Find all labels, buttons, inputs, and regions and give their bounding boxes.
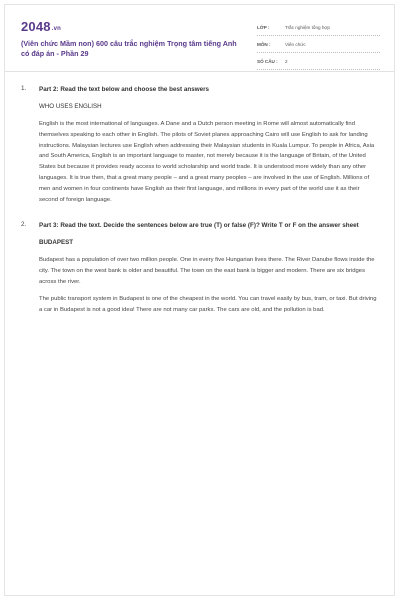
question-title: Part 3: Read the text. Decide the sentences below are true (T) or false (F)? Write T or F on the answer sheet	[39, 222, 359, 230]
question-list	[21, 85, 377, 331]
question-number: 2.	[21, 221, 27, 229]
document-title: (Viên chức Mầm non) 600 câu trắc nghiệm Trọng tâm tiếng Anh có đáp án - Phần 29	[21, 39, 237, 58]
header-divider	[5, 71, 394, 72]
question-title: Part 2: Read the text below and choose the best answers	[39, 86, 210, 93]
document-page	[4, 4, 395, 596]
passage-paragraph: English is the most international of languages. A Dane and a Dutch person meeting in Rome will almost automatically find themselves speaking to each other in English. The pilots of Soviet planes approaching Cairo will use English to ask for landing instructions. Malaysian lectures use English when addressing their Malaysian students in Kuala Lumpur. To people in Africa, Asia and South America, English is an important language to master, not merely because it is the language of Britain, of the United States but because it provides ready access to world scholarship and world trade. It is understood more widely than any other languages. It is true then, that a great many people – and a great many peoples – are involved in the use of English. Millions of men and women in four continents have English as their first language, and millions in every part of the world use it as their second of foreign language.	[39, 121, 375, 203]
question-body	[39, 85, 377, 205]
document-header	[21, 17, 380, 67]
question-body	[39, 221, 377, 315]
meta-label: MÔN :	[257, 41, 271, 47]
meta-label: LỚP :	[257, 24, 270, 30]
passage-title: BUDAPEST	[39, 239, 74, 247]
meta-value: 2	[285, 58, 288, 64]
site-logo[interactable]: 2048.vn	[21, 19, 62, 34]
meta-value: Viên chức	[285, 41, 306, 47]
question-item	[21, 85, 377, 205]
document-meta	[257, 19, 380, 70]
question-item	[21, 221, 377, 315]
meta-label: SỐ CÂU :	[257, 58, 278, 64]
meta-row-class	[257, 19, 380, 36]
meta-value: Trắc nghiệm tổng hợp	[285, 24, 330, 30]
meta-row-question-count	[257, 53, 380, 70]
passage-title: WHO USES ENGLISH	[39, 103, 102, 110]
passage-paragraph: Budapest has a population of over two million people. One in every five Hungarian lives there. The River Danube flows inside the city. The town on the west bank is older and beautiful. The town on the east bank is bigger and modern. There are six bridges across the river.	[39, 257, 375, 285]
meta-row-subject	[257, 36, 380, 53]
question-number: 1.	[21, 85, 27, 92]
passage-paragraph: The public transport system in Budapest is one of the cheapest in the world. You can travel easily by bus, tram, or taxi. But driving a car in Budapest is not a good idea! There are not many car parks. The cars are old, and the pollution is bad.	[39, 295, 377, 313]
